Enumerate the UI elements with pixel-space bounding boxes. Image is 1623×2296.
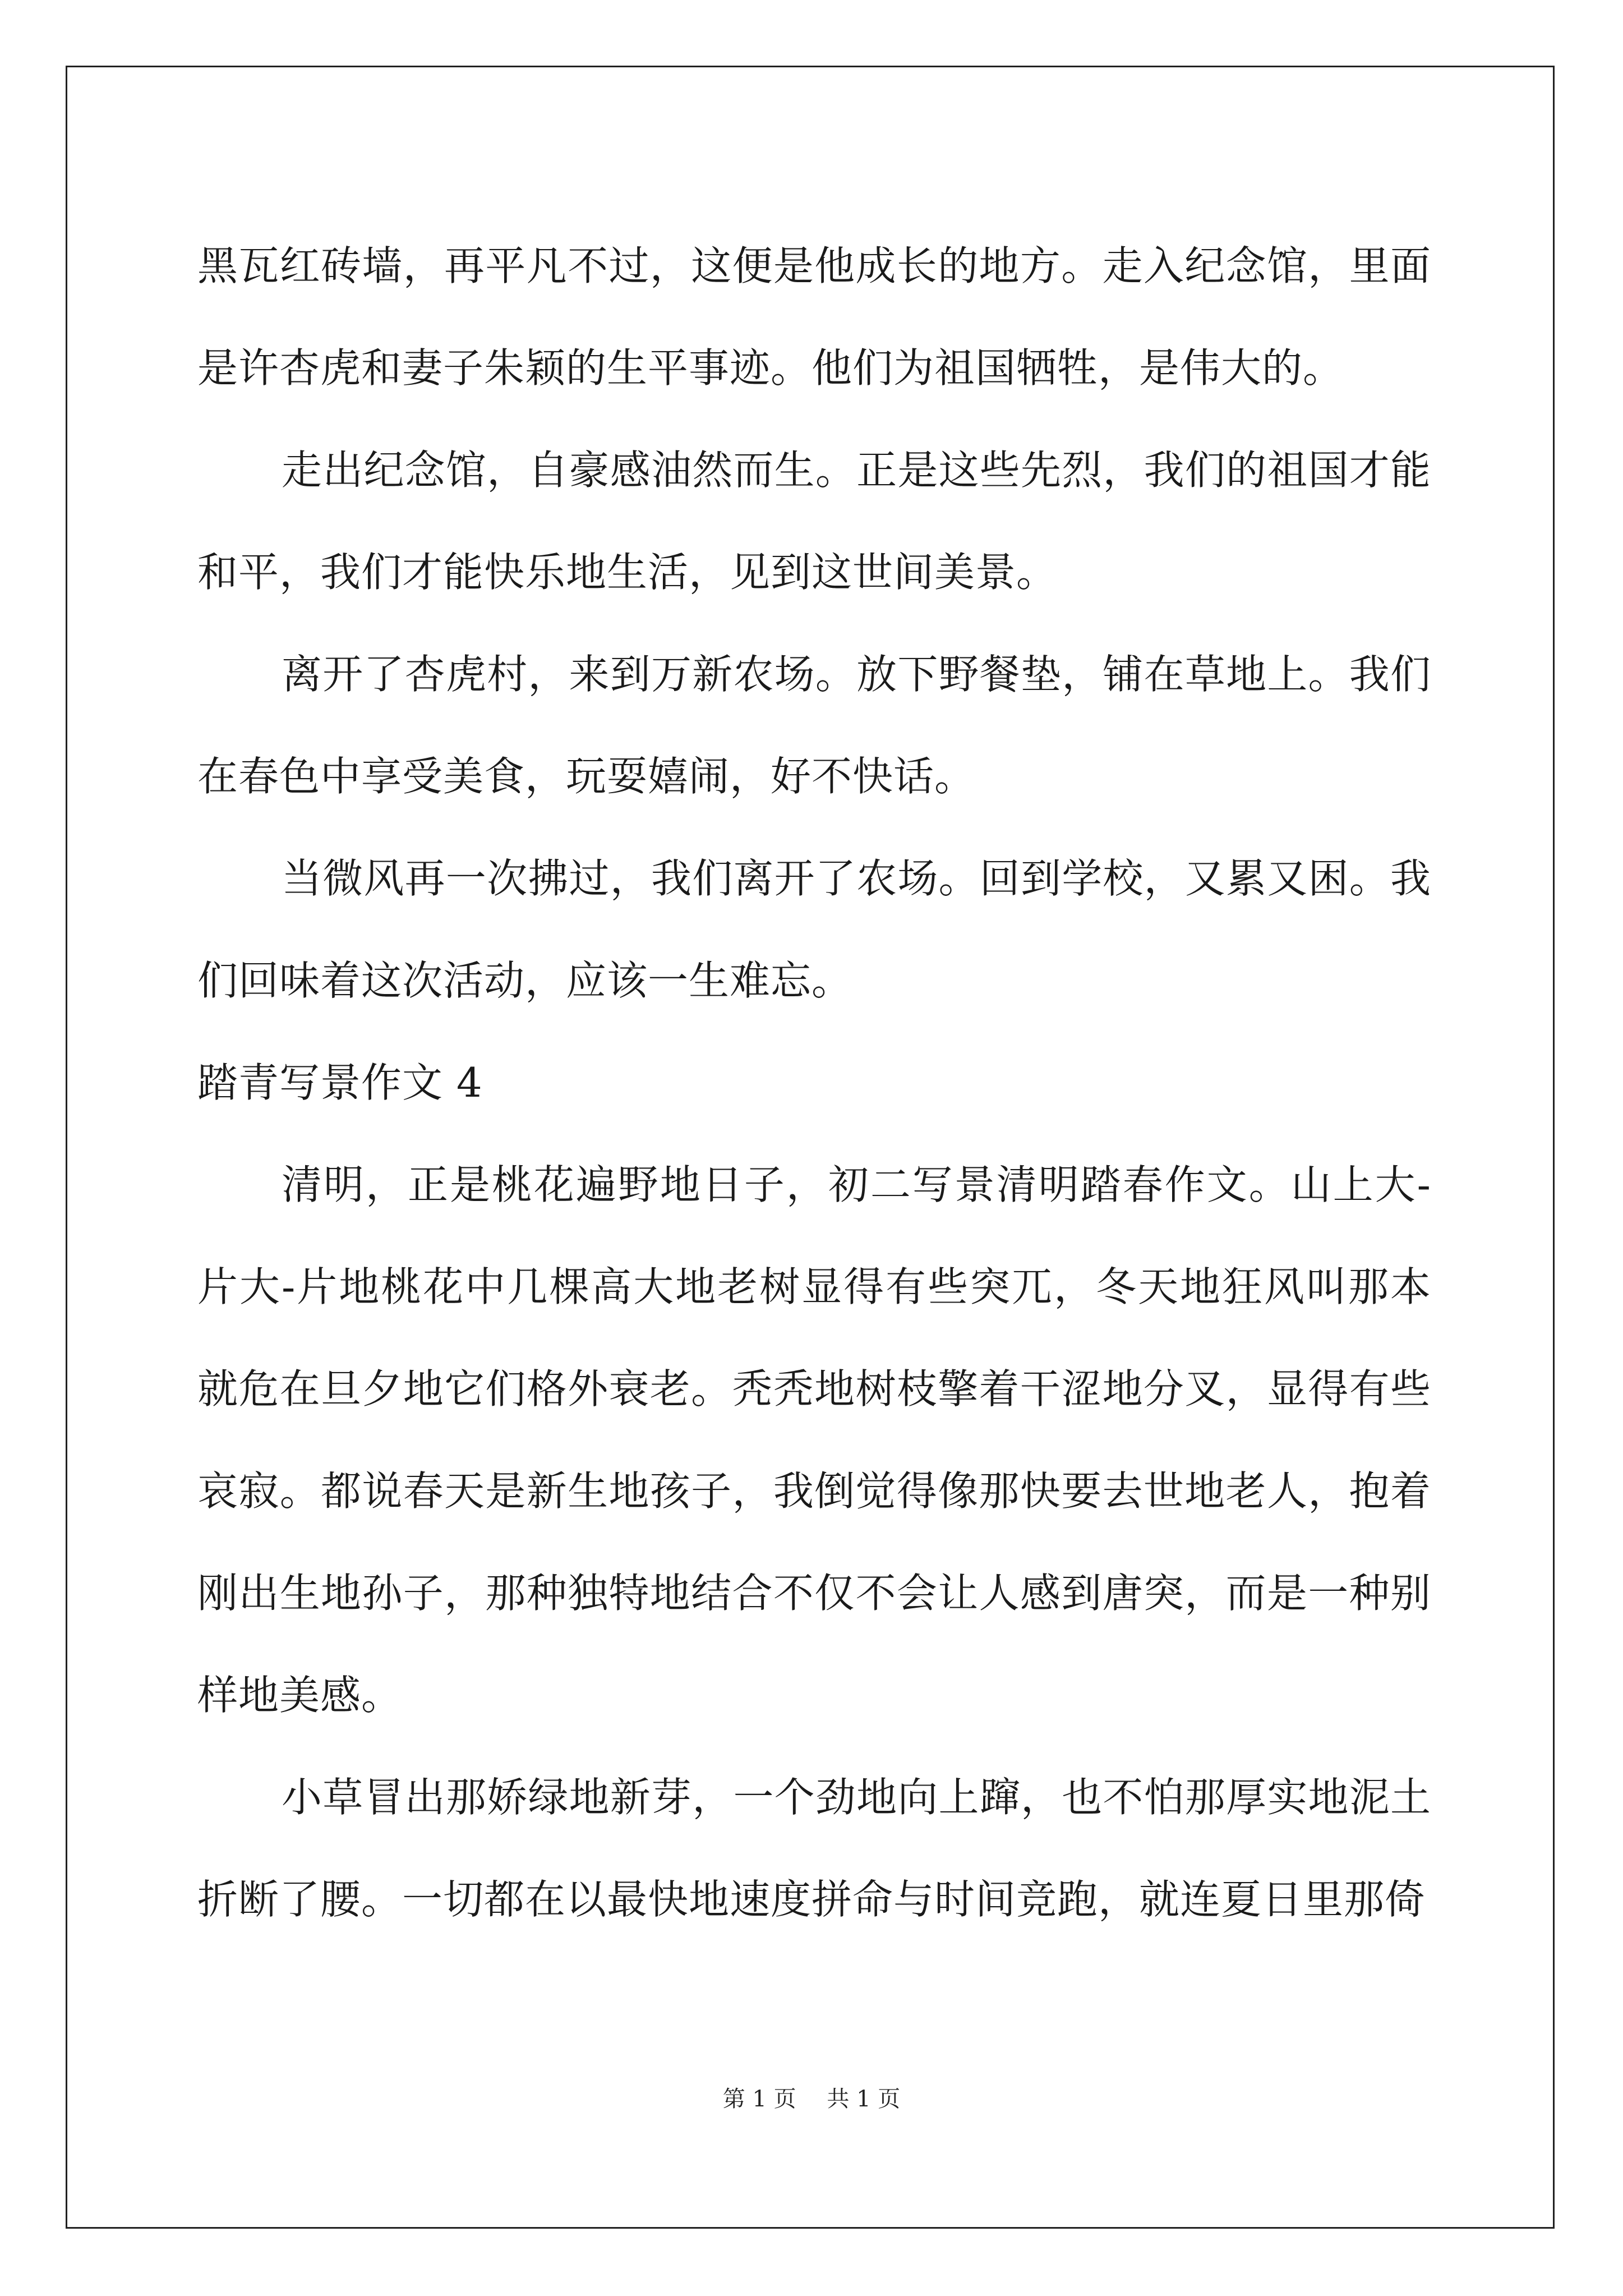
document-body [197,215,1431,1950]
paragraph: 清明，正是桃花遍野地日子，初二写景清明踏春作文。山上大-片大-片地桃花中几棵高大地老树显得有些突兀，冬天地狂风叫那本就危在旦夕地它们格外衰老。秃秃地树枝擎着干涩地分叉，显得有些哀寂。都说春天是新生地孩子，我倒觉得像那快要去世地老人，抱着刚出生地孙子，那种独特地结合不仅不会让人感到唐突，而是一种别样地美感。 [197,1161,1431,1719]
page-footer [0,2085,1623,2113]
paragraph: 走出纪念馆，自豪感油然而生。正是这些先烈，我们的祖国才能和平，我们才能快乐地生活，见到这世间美景。 [197,447,1431,596]
page-number: 第 1 页 [722,2086,796,2112]
page-total: 共 1 页 [827,2086,901,2112]
paragraph: 小草冒出那娇绿地新芽，一个劲地向上蹿，也不怕那厚实地泥土折断了腰。一切都在以最快地速度拼命与时间竞跑，就连夏日里那倚 [197,1774,1431,1923]
section-heading: 踏青写景作文 4 [197,1059,483,1106]
paragraph: 当微风再一次拂过，我们离开了农场。回到学校，又累又困。我们回味着这次活动，应该一生难忘。 [197,855,1431,1004]
paragraph: 离开了杏虎村，来到万新农场。放下野餐垫，铺在草地上。我们在春色中享受美食，玩耍嬉闹，好不快话。 [197,651,1431,800]
paragraph: 黑瓦红砖墙，再平凡不过，这便是他成长的地方。走入纪念馆，里面是许杏虎和妻子朱颖的生平事迹。他们为祖国牺牲，是伟大的。 [197,242,1431,392]
